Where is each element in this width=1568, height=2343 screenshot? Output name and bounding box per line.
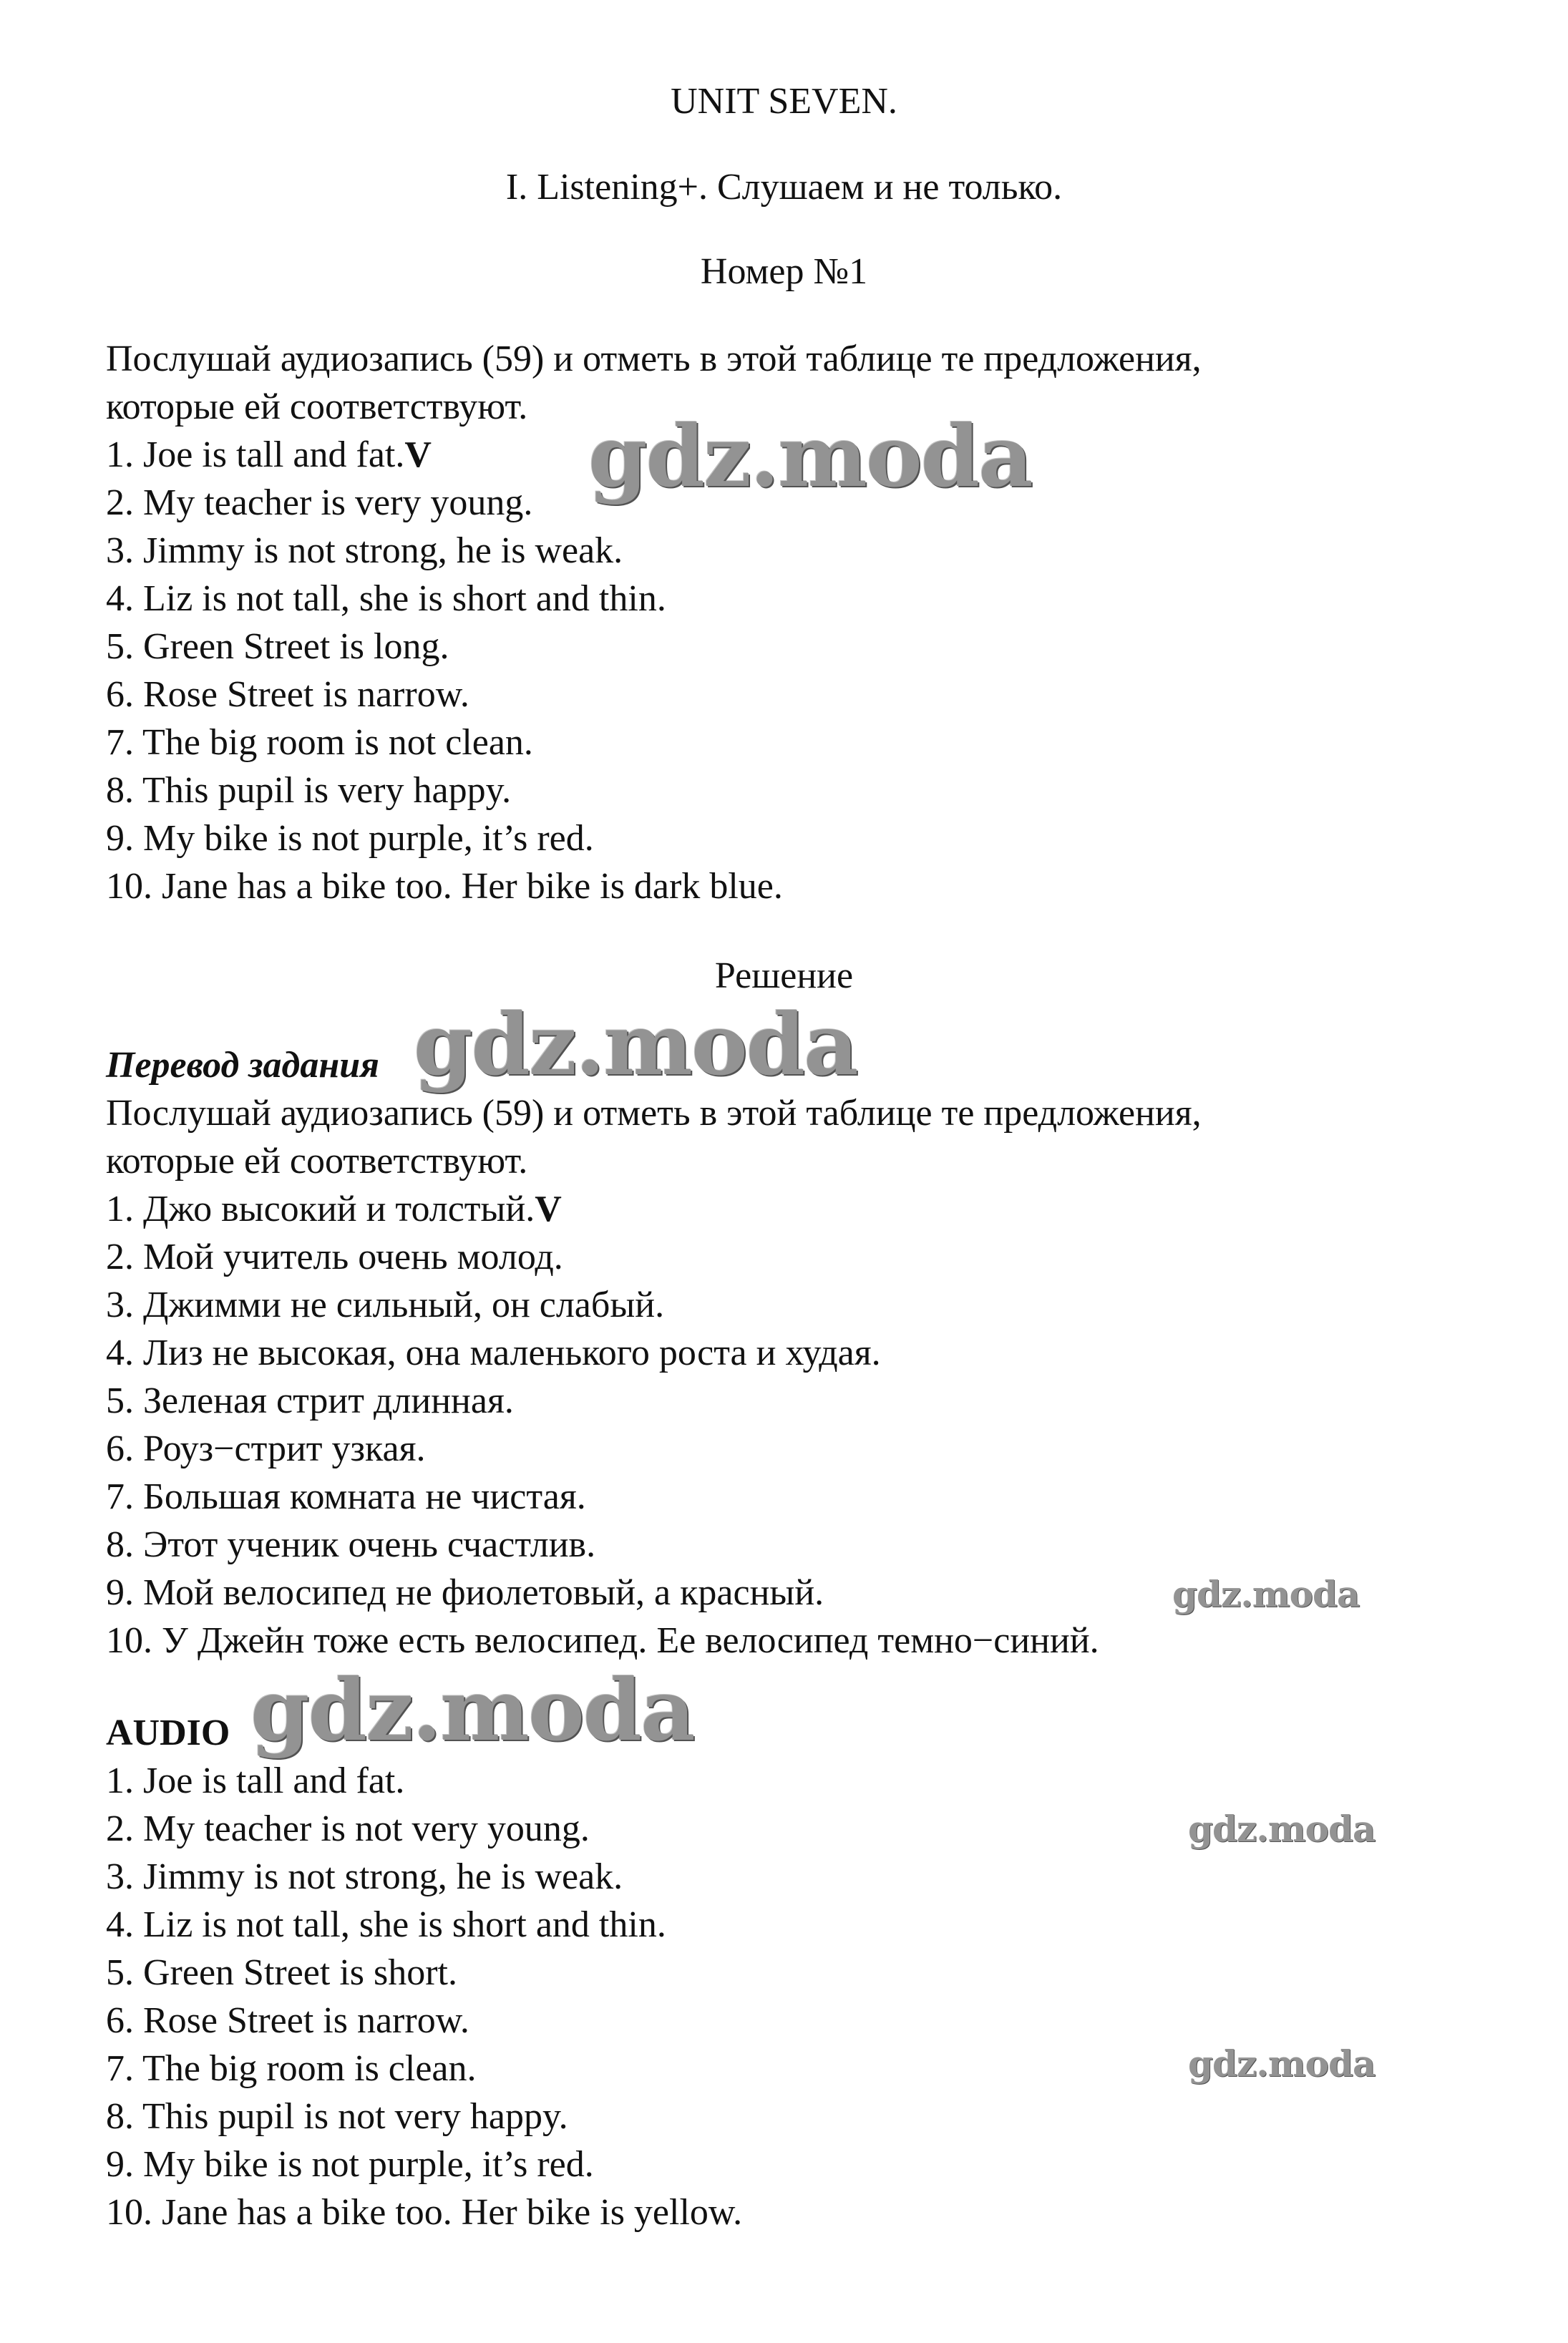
task-sentence: 5. Green Street is long. xyxy=(106,626,449,667)
task-sentence: 3. Jimmy is not strong, he is weak. xyxy=(106,530,623,571)
task-sentence: 10. Jane has a bike too. Her bike is dark blue. xyxy=(106,866,783,907)
translation-sentence: 7. Большая комната не чистая. xyxy=(106,1476,586,1517)
task-sentence: 7. The big room is not clean. xyxy=(106,722,533,763)
watermark: gdz.moda xyxy=(250,1660,694,1760)
solution-title: Решение xyxy=(714,955,854,996)
task-sentence: 2. My teacher is very young. xyxy=(106,482,533,523)
watermark: gdz.moda xyxy=(1172,1573,1360,1615)
audio-sentence: 6. Rose Street is narrow. xyxy=(106,2000,469,2041)
translation-instruction-line-1: Послушай аудиозапись (59) и отметь в этой таблице те предложения, xyxy=(106,1093,1202,1134)
task-instruction-line-1: Послушай аудиозапись (59) и отметь в этой таблице те предложения, xyxy=(106,338,1202,379)
task-sentence: 8. This pupil is very happy. xyxy=(106,770,512,811)
exercise-number: Номер №1 xyxy=(700,251,868,292)
task-sentence: 1. Joe is tall and fat.V xyxy=(106,434,432,475)
translation-sentence: 3. Джимми не сильный, он слабый. xyxy=(106,1285,665,1325)
translation-sentence: 6. Роуз−стрит узкая. xyxy=(106,1428,426,1469)
translation-sentence: 2. Мой учитель очень молод. xyxy=(106,1237,563,1277)
audio-sentence: 8. This pupil is not very happy. xyxy=(106,2096,568,2137)
task-sentence: 9. My bike is not purple, it’s red. xyxy=(106,818,594,859)
translation-sentence: 5. Зеленая стрит длинная. xyxy=(106,1380,514,1421)
audio-sentence: 9. My bike is not purple, it’s red. xyxy=(106,2144,594,2185)
audio-sentence: 3. Jimmy is not strong, he is weak. xyxy=(106,1856,623,1897)
unit-title: UNIT SEVEN. xyxy=(671,81,897,122)
check-mark: V xyxy=(535,1189,562,1229)
audio-sentence: 10. Jane has a bike too. Her bike is yellow. xyxy=(106,2192,743,2233)
audio-sentence: 5. Green Street is short. xyxy=(106,1952,458,1993)
task-instruction-line-2: которые ей соответствуют. xyxy=(106,386,528,427)
audio-sentence: 4. Liz is not tall, she is short and thin. xyxy=(106,1904,666,1945)
translation-instruction-line-2: которые ей соответствуют. xyxy=(106,1141,528,1182)
watermark: gdz.moda xyxy=(1188,2042,1375,2085)
translation-sentence: 8. Этот ученик очень счастлив. xyxy=(106,1524,596,1565)
translation-heading: Перевод задания xyxy=(106,1045,379,1086)
check-mark: V xyxy=(404,434,432,475)
translation-sentence: 10. У Джейн тоже есть велосипед. Ее велосипед темно−синий. xyxy=(106,1620,1099,1661)
watermark: gdz.moda xyxy=(588,406,1032,506)
translation-sentence: 1. Джо высокий и толстый.V xyxy=(106,1189,562,1229)
translation-sentence: 4. Лиз не высокая, она маленького роста и худая. xyxy=(106,1333,881,1373)
audio-sentence: 1. Joe is tall and fat. xyxy=(106,1760,405,1801)
audio-heading: AUDIO xyxy=(106,1713,230,1753)
task-sentence: 4. Liz is not tall, she is short and thin. xyxy=(106,578,666,619)
watermark: gdz.moda xyxy=(414,995,857,1094)
section-title: I. Listening+. Слушаем и не только. xyxy=(505,167,1063,208)
task-sentence: 6. Rose Street is narrow. xyxy=(106,674,469,715)
audio-sentence: 2. My teacher is not very young. xyxy=(106,1808,590,1849)
audio-sentence: 7. The big room is clean. xyxy=(106,2048,477,2089)
translation-sentence: 9. Мой велосипед не фиолетовый, а красный. xyxy=(106,1572,824,1613)
watermark: gdz.moda xyxy=(1188,1808,1375,1850)
